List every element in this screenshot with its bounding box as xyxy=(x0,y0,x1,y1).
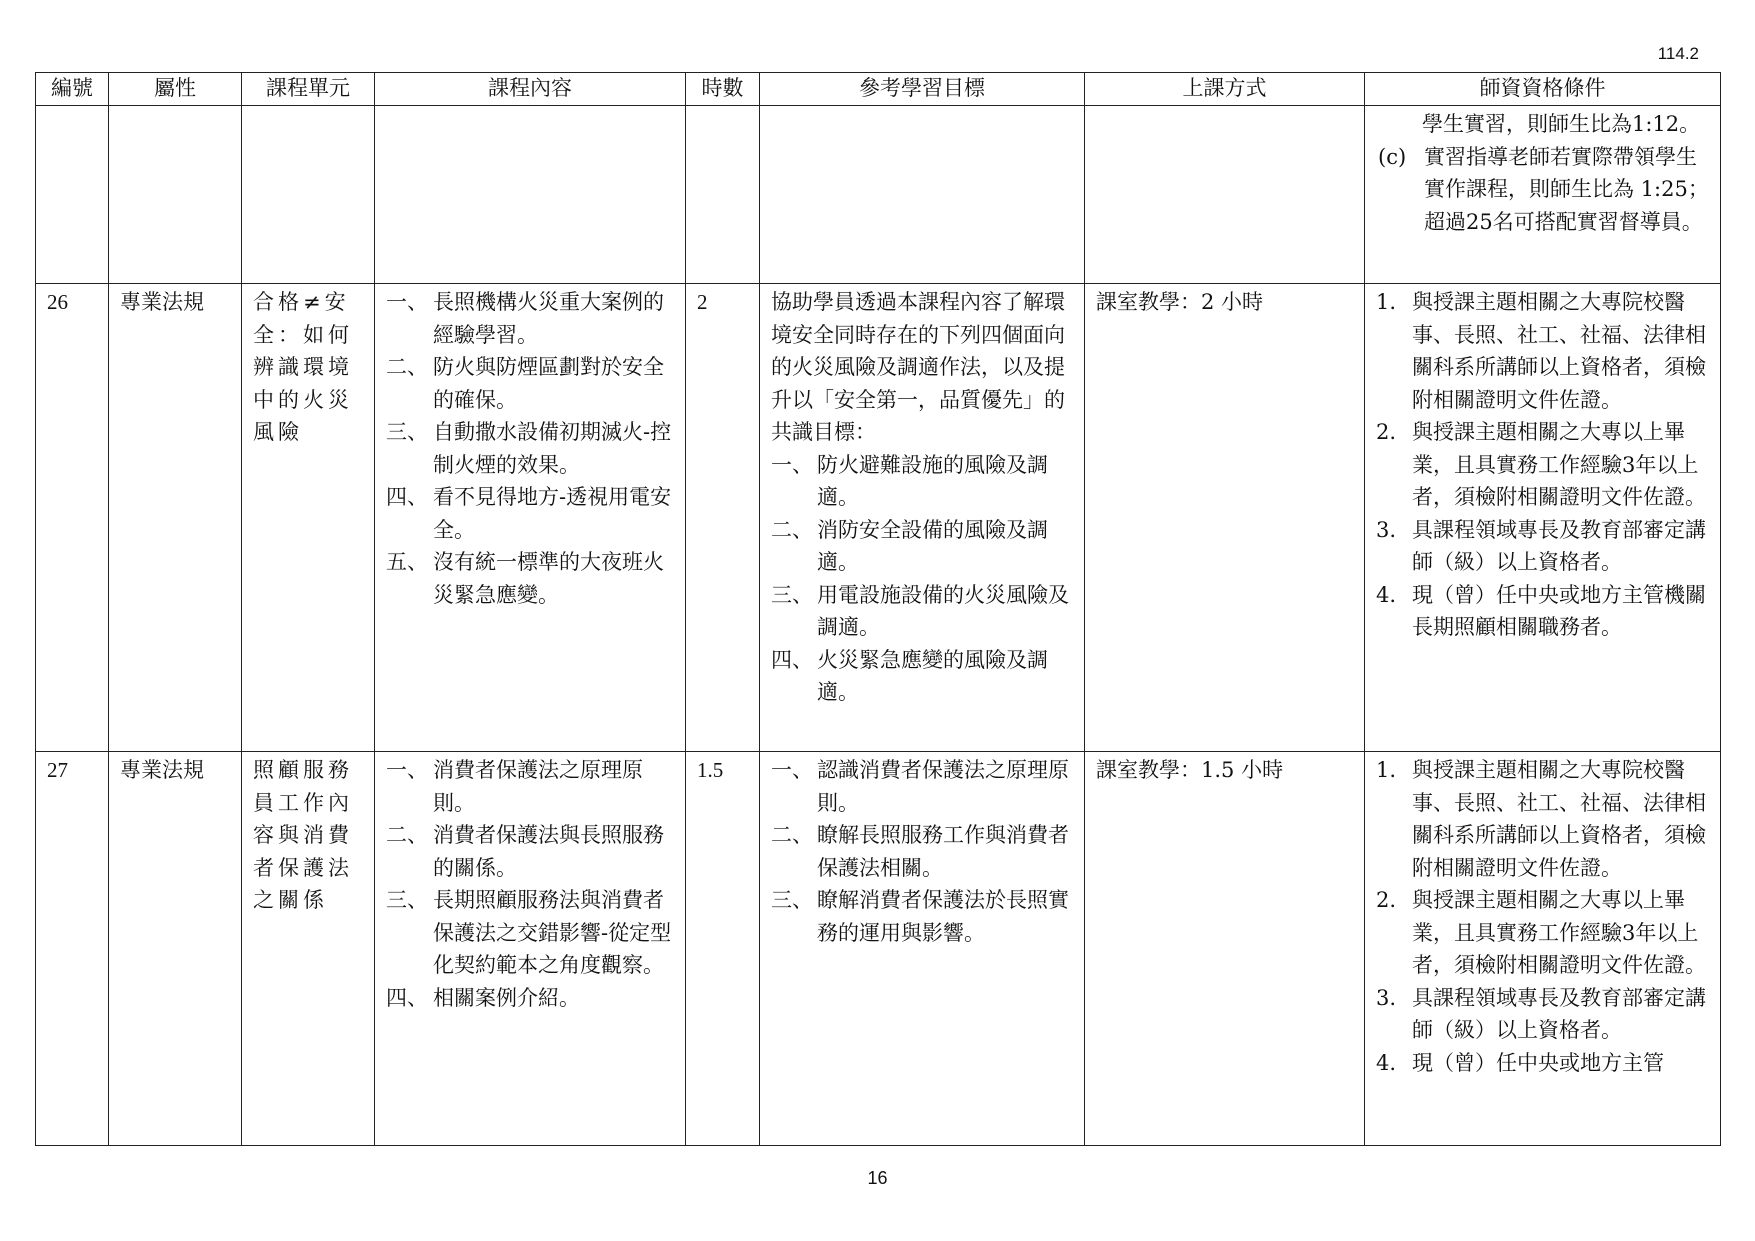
row-goals xyxy=(760,752,1085,1146)
row-teacher xyxy=(1365,752,1721,1146)
item-marker: 三、 xyxy=(771,582,813,607)
content-item xyxy=(386,754,677,819)
item-text: 認識消費者保護法之原理原則。 xyxy=(817,758,1069,815)
row-goals xyxy=(760,284,1085,752)
table-row-27 xyxy=(36,752,1721,1146)
item-marker: 四、 xyxy=(386,485,428,509)
teacher-item xyxy=(1376,286,1712,416)
cell-empty xyxy=(242,106,375,284)
row-unit: 合格≠安全：如何辨識環境中的火災風險 xyxy=(242,284,375,752)
content-item xyxy=(386,819,677,884)
item-marker: 二、 xyxy=(386,355,428,379)
row-content xyxy=(375,284,686,752)
item-text: 長照機構火災重大案例的經驗學習。 xyxy=(433,290,664,347)
goal-item xyxy=(771,754,1076,819)
item-marker: 二、 xyxy=(771,517,813,542)
item-text: 防火避難設施的風險及調適。 xyxy=(817,452,1048,509)
item-text: 現（曾）任中央或地方主管機關長期照顧相關職務者。 xyxy=(1412,582,1706,639)
content-item xyxy=(386,416,677,481)
continuation-teacher-text: 學生實習，則師生比為1:12。 xyxy=(1422,112,1701,136)
row-number: 26 xyxy=(36,284,109,752)
item-marker: 一、 xyxy=(386,290,428,314)
row-category: 專業法規 xyxy=(109,284,242,752)
table-row-26 xyxy=(36,284,1721,752)
header-hours: 時數 xyxy=(686,73,760,106)
item-text: 具課程領域專長及教育部審定講師（級）以上資格者。 xyxy=(1412,985,1706,1042)
header-number: 編號 xyxy=(36,73,109,106)
teacher-item xyxy=(1376,416,1712,514)
document-version: 114.2 xyxy=(1657,44,1699,63)
item-text: 相關案例介紹。 xyxy=(433,985,580,1010)
item-marker: 1. xyxy=(1376,290,1397,314)
item-marker: 二、 xyxy=(771,823,813,847)
header-goals: 參考學習目標 xyxy=(760,73,1085,106)
item-marker: 3. xyxy=(1376,985,1397,1010)
item-marker: 三、 xyxy=(771,888,813,912)
item-text: 現（曾）任中央或地方主管 xyxy=(1412,1050,1664,1075)
cell-empty xyxy=(1085,106,1365,284)
item-text: 沒有統一標準的大夜班火災緊急應變。 xyxy=(433,550,664,607)
page-number: 16 xyxy=(867,1168,888,1188)
goal-item xyxy=(771,644,1076,709)
item-text: 看不見得地方-透視用電安全。 xyxy=(433,485,672,542)
item-text: 與授課主題相關之大專以上畢業，且具實務工作經驗3年以上者，須檢附相關證明文件佐證。 xyxy=(1412,420,1706,509)
row-content xyxy=(375,752,686,1146)
teacher-item xyxy=(1376,1047,1712,1080)
goal-item xyxy=(771,819,1076,884)
item-marker: 2. xyxy=(1376,420,1397,444)
teacher-item xyxy=(1376,884,1712,982)
goal-item xyxy=(771,449,1076,514)
item-marker: 一、 xyxy=(386,758,428,782)
goal-item xyxy=(771,579,1076,644)
header-unit: 課程單元 xyxy=(242,73,375,106)
item-text: 用電設施設備的火災風險及調適。 xyxy=(817,582,1069,639)
item-marker: 1. xyxy=(1376,758,1397,782)
item-text: 瞭解長照服務工作與消費者保護法相關。 xyxy=(817,823,1069,880)
row-hours: 1.5 xyxy=(686,752,760,1146)
item-text: 實習指導老師若實際帶領學生實作課程，則師生比為 1:25；超過25名可搭配實習督導員。 xyxy=(1424,144,1709,234)
item-marker: 一、 xyxy=(771,758,813,782)
row-category: 專業法規 xyxy=(109,752,242,1146)
content-item xyxy=(386,351,677,416)
row-number: 27 xyxy=(36,752,109,1146)
item-marker: 五、 xyxy=(386,550,428,574)
item-marker: 二、 xyxy=(386,823,428,847)
row-method: 課室教學：1.5 小時 xyxy=(1085,752,1365,1146)
item-text: 與授課主題相關之大專以上畢業，且具實務工作經驗3年以上者，須檢附相關證明文件佐證。 xyxy=(1412,888,1706,977)
content-item xyxy=(386,286,677,351)
teacher-item xyxy=(1376,754,1712,884)
cell-empty xyxy=(686,106,760,284)
teacher-item xyxy=(1376,982,1712,1047)
item-marker: 四、 xyxy=(386,985,428,1010)
item-text: 消防安全設備的風險及調適。 xyxy=(817,517,1048,574)
item-text: 火災緊急應變的風險及調適。 xyxy=(817,647,1048,704)
goals-intro: 協助學員透過本課程內容了解環境安全同時存在的下列四個面向的火災風險及調適作法，以及提升以「安全第一，品質優先」的共識目標： xyxy=(771,290,1065,444)
item-marker: 4. xyxy=(1376,582,1397,607)
cell-empty xyxy=(109,106,242,284)
row-unit: 照顧服務員工作內容與消費者保護法之關係 xyxy=(242,752,375,1146)
item-marker: 一、 xyxy=(771,452,813,477)
item-marker: 4. xyxy=(1376,1050,1397,1075)
continuation-teacher-cell xyxy=(1365,106,1721,284)
item-text: 自動撒水設備初期滅火-控制火煙的效果。 xyxy=(433,420,672,477)
item-marker: 四、 xyxy=(771,647,813,672)
item-text: 具課程領域專長及教育部審定講師（級）以上資格者。 xyxy=(1412,517,1706,574)
item-text: 消費者保護法之原理原則。 xyxy=(433,758,643,815)
row-method: 課室教學：2 小時 xyxy=(1085,284,1365,752)
item-marker: (c) xyxy=(1378,144,1407,169)
item-text: 瞭解消費者保護法於長照實務的運用與影響。 xyxy=(817,888,1069,945)
content-item xyxy=(386,481,677,546)
goal-item xyxy=(771,514,1076,579)
item-marker: 2. xyxy=(1376,888,1397,912)
teacher-item xyxy=(1376,579,1712,644)
content-item xyxy=(386,884,677,982)
header-teacher: 師資資格條件 xyxy=(1365,73,1721,106)
content-item xyxy=(386,546,677,611)
teacher-item xyxy=(1376,514,1712,579)
header-method: 上課方式 xyxy=(1085,73,1365,106)
item-marker: 三、 xyxy=(386,888,428,912)
table-header xyxy=(36,73,1721,106)
cell-empty xyxy=(36,106,109,284)
item-marker: 三、 xyxy=(386,420,428,444)
header-category: 屬性 xyxy=(109,73,242,106)
cell-empty xyxy=(375,106,686,284)
row-hours: 2 xyxy=(686,284,760,752)
cell-empty xyxy=(760,106,1085,284)
item-text: 長期照顧服務法與消費者保護法之交錯影響-從定型化契約範本之角度觀察。 xyxy=(433,888,672,977)
item-text: 與授課主題相關之大專院校醫事、長照、社工、社福、法律相關科系所講師以上資格者，須檢附相關證明文件佐證。 xyxy=(1412,758,1706,880)
item-text: 防火與防煙區劃對於安全的確保。 xyxy=(433,355,664,412)
item-text: 與授課主題相關之大專院校醫事、長照、社工、社福、法律相關科系所講師以上資格者，須檢附相關證明文件佐證。 xyxy=(1412,290,1706,412)
continuation-teacher-item xyxy=(1376,141,1712,239)
goal-item xyxy=(771,884,1076,949)
item-text: 消費者保護法與長照服務的關係。 xyxy=(433,823,664,880)
item-marker: 3. xyxy=(1376,517,1397,542)
row-teacher xyxy=(1365,284,1721,752)
table-row-continuation xyxy=(36,106,1721,284)
header-content: 課程內容 xyxy=(375,73,686,106)
course-table xyxy=(35,72,1721,1146)
content-item xyxy=(386,982,677,1015)
